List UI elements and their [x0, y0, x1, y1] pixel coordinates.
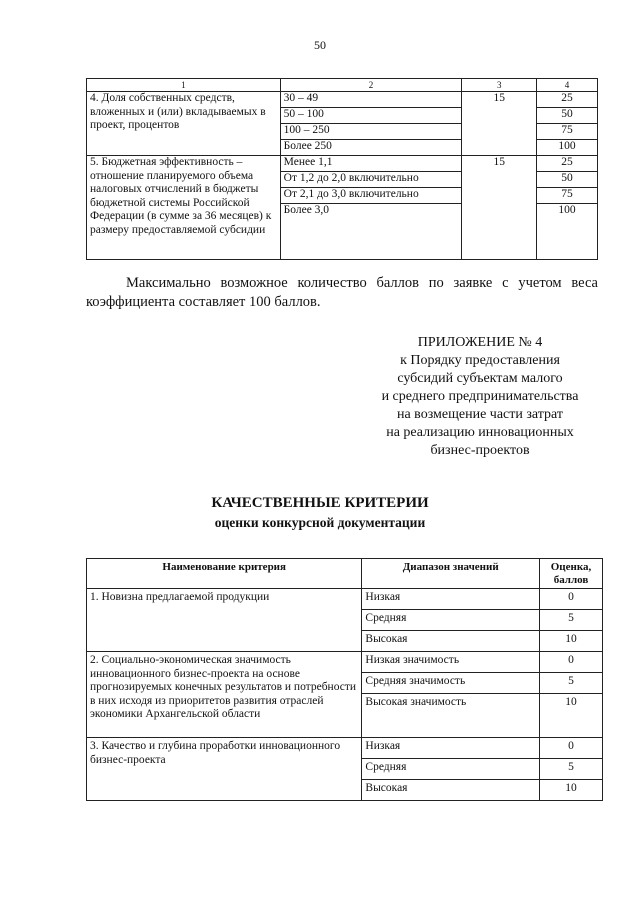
range-value: Высокая значимость	[362, 694, 540, 738]
appendix-line: и среднего предпринимательства	[381, 389, 579, 404]
table-row	[87, 92, 598, 108]
range-value: Средняя	[362, 610, 540, 631]
range-value: 50 – 100	[280, 108, 462, 124]
score-value: 0	[540, 589, 603, 610]
score-value: 75	[537, 124, 598, 140]
range-value: Низкая	[362, 738, 540, 759]
range-value: Менее 1,1	[280, 156, 462, 172]
appendix-line: на реализацию инновационных	[386, 425, 574, 440]
criterion-name: 1. Новизна предлагаемой продукции	[87, 589, 362, 652]
appendix-line: на возмещение части затрат	[396, 407, 564, 422]
range-value: Средняя значимость	[362, 673, 540, 694]
weight-coefficient: 15	[462, 156, 537, 260]
column-number: 2	[280, 79, 462, 92]
score-value: 10	[540, 631, 603, 652]
page-number: 50	[314, 38, 326, 52]
qualitative-criteria-table	[86, 558, 603, 801]
document-title: КАЧЕСТВЕННЫЕ КРИТЕРИИ	[211, 495, 429, 511]
table-row	[87, 156, 598, 172]
score-value: 10	[540, 694, 603, 738]
score-value: 100	[537, 140, 598, 156]
score-value: 0	[540, 738, 603, 759]
header-row	[87, 559, 603, 589]
range-value: От 1,2 до 2,0 включительно	[280, 172, 462, 188]
column-numbers-row	[87, 79, 598, 92]
range-value: Более 250	[280, 140, 462, 156]
score-value: 50	[537, 172, 598, 188]
column-number: 3	[462, 79, 537, 92]
score-value: 5	[540, 610, 603, 631]
range-value: Низкая значимость	[362, 652, 540, 673]
scoring-table-continued	[86, 78, 598, 260]
column-header: Наименование критерия	[87, 559, 362, 589]
score-value: 10	[540, 780, 603, 801]
column-number: 4	[537, 79, 598, 92]
document-subtitle: оценки конкурсной документации	[214, 515, 426, 530]
weight-coefficient: 15	[462, 92, 537, 156]
appendix-line: ПРИЛОЖЕНИЕ № 4	[417, 335, 543, 350]
score-value: 0	[540, 652, 603, 673]
appendix-line: бизнес-проектов	[430, 443, 530, 458]
range-value: Высокая	[362, 631, 540, 652]
column-number: 1	[87, 79, 281, 92]
range-value: Низкая	[362, 589, 540, 610]
criterion-name: 4. Доля собственных средств, вложенных и (или) вкладываемых в проект, процентов	[87, 92, 281, 156]
range-value: Более 3,0	[280, 204, 462, 260]
table-row	[87, 738, 603, 759]
appendix-line: субсидий субъектам малого	[397, 371, 563, 386]
score-value: 75	[537, 188, 598, 204]
table-row	[87, 652, 603, 673]
criterion-name: 5. Бюджетная эффективность – отношение планируемого объема налоговых отчислений в бюджеты бюджетной системы Российской Федерации (в сумме за 36 месяцев) к размеру предоставляемой субсидии	[87, 156, 281, 260]
table-row	[87, 589, 603, 610]
column-header: Оценка, баллов	[540, 559, 603, 589]
score-value: 5	[540, 759, 603, 780]
max-score-paragraph: Максимально возможное количество баллов по заявке с учетом веса коэффициента составляет 100 баллов.	[86, 275, 598, 310]
range-value: Средняя	[362, 759, 540, 780]
range-value: 30 – 49	[280, 92, 462, 108]
appendix-heading	[330, 334, 630, 460]
range-value: От 2,1 до 3,0 включительно	[280, 188, 462, 204]
column-header: Диапазон значений	[362, 559, 540, 589]
score-value: 50	[537, 108, 598, 124]
criterion-name: 2. Социально-экономическая значимость инновационного бизнес-проекта на основе прогнозируемых конечных результатов и потребности в них исходя из приоритетов развития отраслей экономики Архангельской области	[87, 652, 362, 738]
score-value: 100	[537, 204, 598, 260]
score-value: 25	[537, 156, 598, 172]
score-value: 5	[540, 673, 603, 694]
appendix-line: к Порядку предоставления	[400, 353, 560, 368]
range-value: Высокая	[362, 780, 540, 801]
range-value: 100 – 250	[280, 124, 462, 140]
criterion-name: 3. Качество и глубина проработки инновационного бизнес-проекта	[87, 738, 362, 801]
score-value: 25	[537, 92, 598, 108]
